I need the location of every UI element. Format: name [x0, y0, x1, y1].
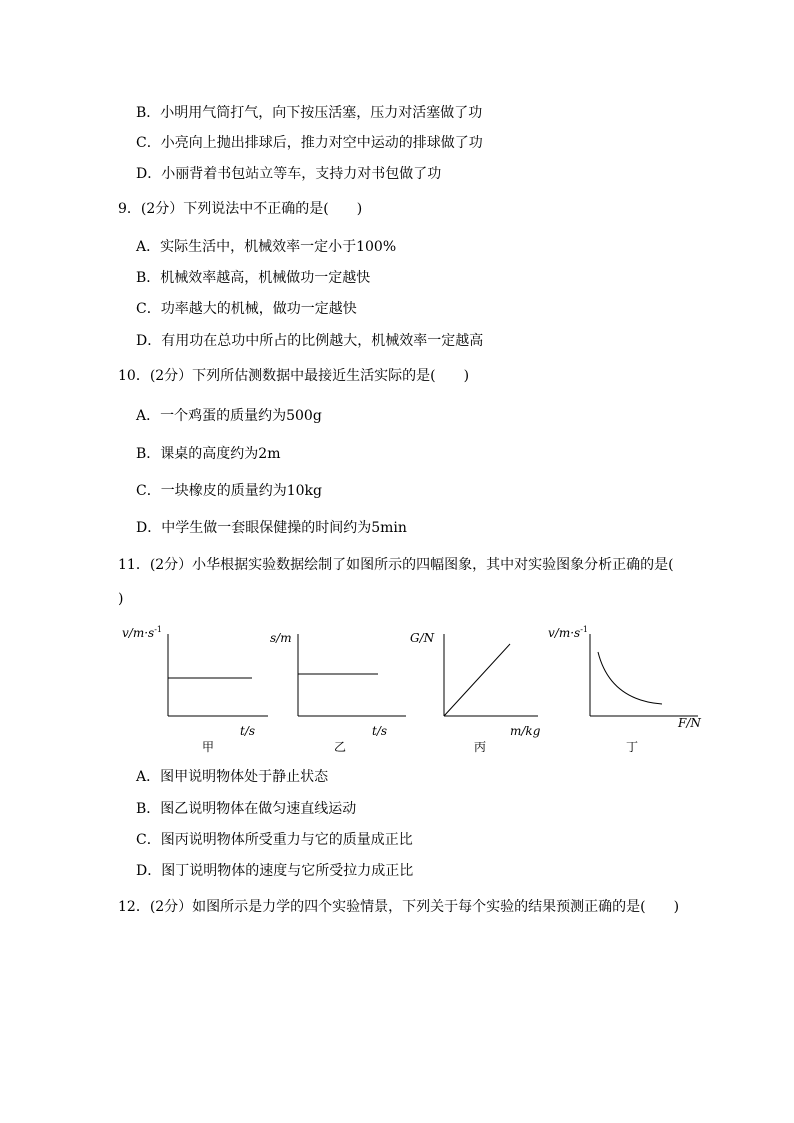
graph-yi-caption: 乙 — [334, 740, 347, 754]
q10-stem: 10．(2分）下列所估测数据中最接近生活实际的是( ) — [118, 368, 470, 384]
q9-option-c: C．功率越大的机械，做功一定越快 — [136, 301, 357, 317]
graph-yi — [298, 634, 406, 716]
graph-ding-caption: 丁 — [626, 740, 639, 754]
graph-jia — [168, 634, 268, 716]
graph-jia-xlabel: t/s — [240, 724, 256, 738]
graph-bing-xlabel: m/kg — [510, 724, 541, 738]
q8-option-c: C．小亮向上抛出排球后，推力对空中运动的排球做了功 — [136, 135, 483, 151]
graph-jia-caption: 甲 — [202, 740, 215, 754]
graph-yi-ylabel: s/m — [270, 631, 292, 645]
q8-option-d: D．小丽背着书包站立等车，支持力对书包做了功 — [136, 166, 442, 182]
graph-bing — [444, 634, 538, 716]
graph-bing-ylabel: G/N — [410, 631, 435, 645]
graph-bing-caption: 丙 — [474, 740, 487, 754]
q11-option-d: D．图丁说明物体的速度与它所受拉力成正比 — [136, 863, 414, 879]
q11-option-a: A．图甲说明物体处于静止状态 — [136, 769, 329, 785]
graph-bing-curve — [444, 644, 510, 716]
q11-stem-continued: ) — [118, 591, 124, 607]
q12-stem: 12．(2分）如图所示是力学的四个实验情景，下列关于每个实验的结果预测正确的是( ) — [118, 899, 680, 915]
graph-ding-ylabel: $v/m\cdot s^{-1}$ — [548, 625, 588, 640]
q10-option-d: D．中学生做一套眼保健操的时间约为5min — [136, 520, 407, 536]
q10-option-a: A．一个鸡蛋的质量约为500g — [136, 408, 322, 424]
q11-option-b: B．图乙说明物体在做匀速直线运动 — [136, 801, 357, 817]
q9-option-d: D．有用功在总功中所占的比例越大，机械效率一定越高 — [136, 333, 484, 349]
graph-jia-ylabel: $v/m\cdot s^{-1}$ — [122, 625, 162, 640]
q11-option-c: C．图丙说明物体所受重力与它的质量成正比 — [136, 832, 413, 848]
graph-ding-xlabel: F/N — [678, 716, 701, 730]
q9-option-b: B．机械效率越高，机械做功一定越快 — [136, 270, 371, 286]
q10-option-b: B．课桌的高度约为2m — [136, 446, 281, 462]
q11-graphs — [118, 612, 718, 762]
graph-ding — [590, 634, 698, 716]
graph-ding-curve — [598, 652, 662, 704]
q8-option-b: B．小明用气筒打气，向下按压活塞，压力对活塞做了功 — [136, 105, 483, 121]
q10-option-c: C．一块橡皮的质量约为10kg — [136, 483, 322, 499]
q11-stem: 11．(2分）小华根据实验数据绘制了如图所示的四幅图象，其中对实验图象分析正确的是( — [118, 557, 674, 573]
q9-stem: 9．(2分）下列说法中不正确的是( ) — [118, 201, 363, 217]
graph-yi-xlabel: t/s — [372, 724, 388, 738]
q9-option-a: A．实际生活中，机械效率一定小于100% — [136, 239, 397, 255]
